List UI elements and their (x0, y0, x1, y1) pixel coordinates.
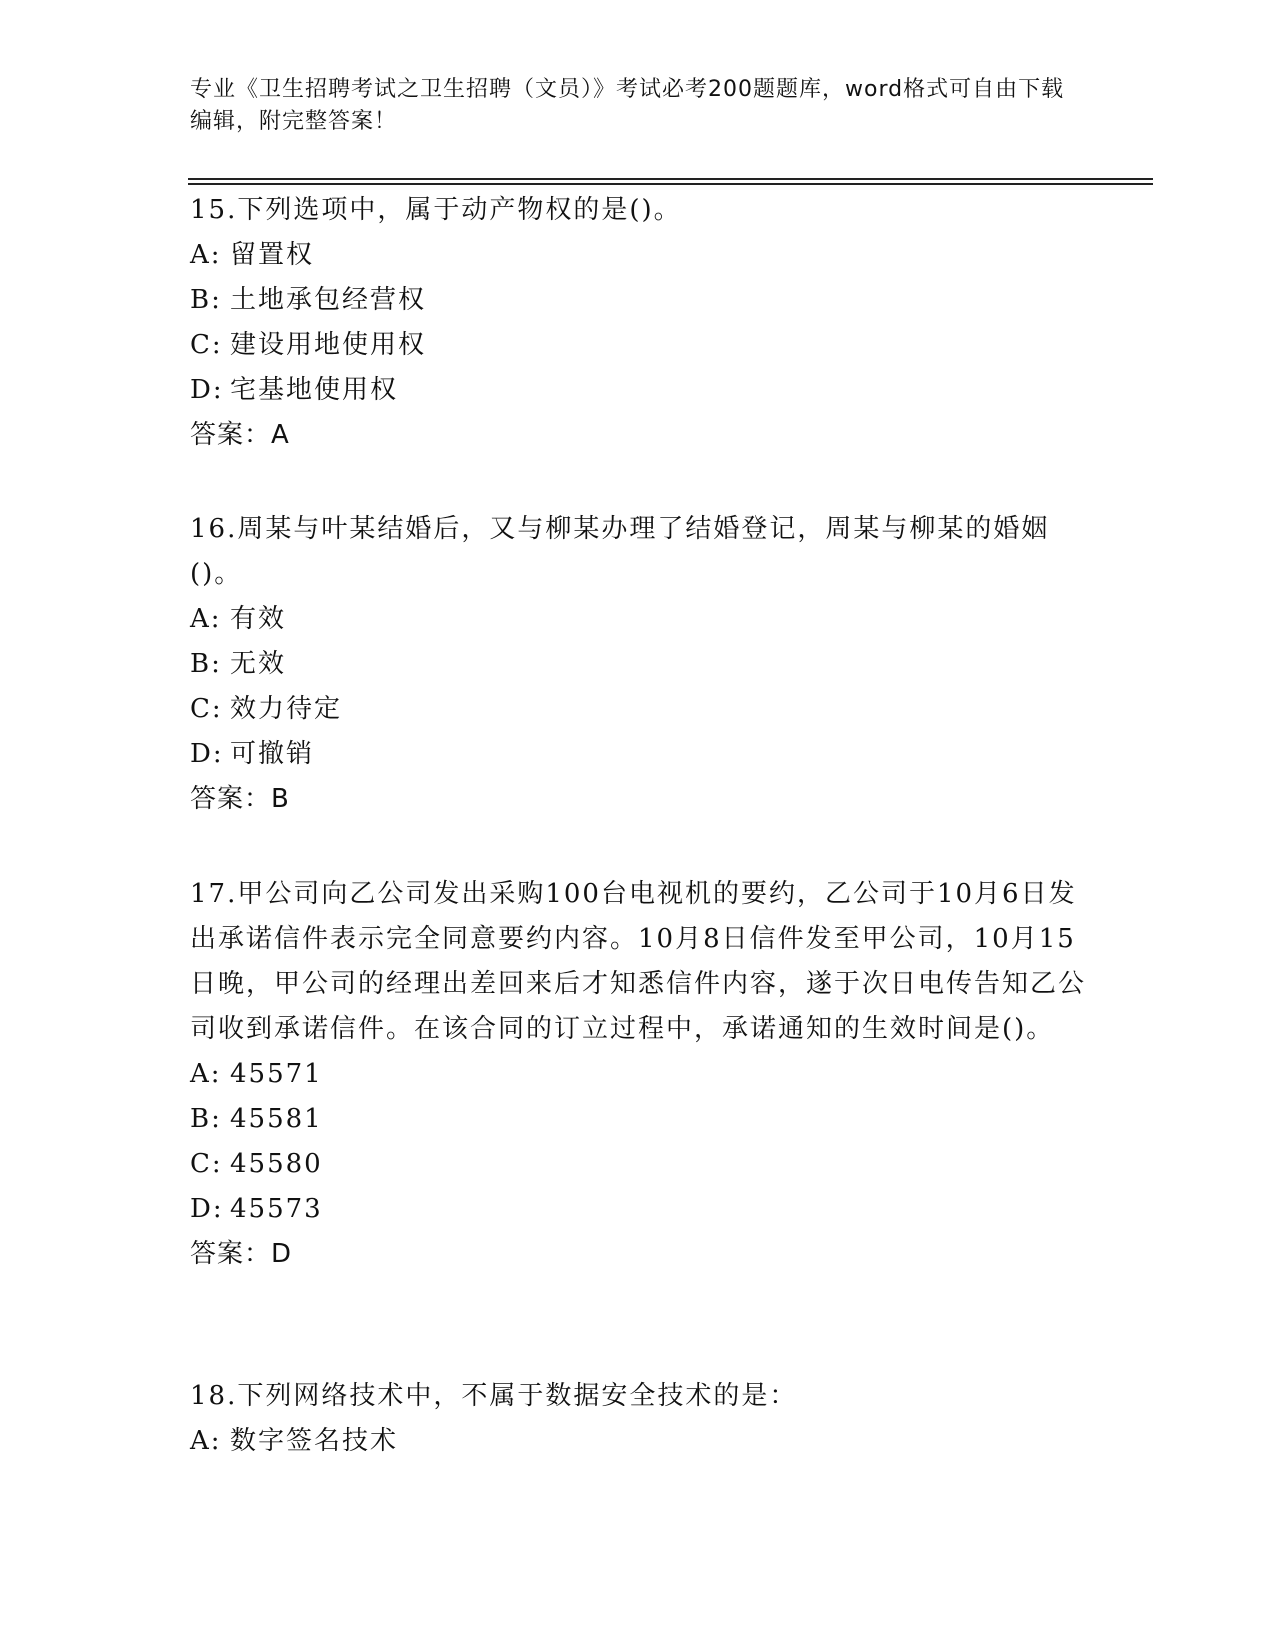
option-text: 无效 (230, 649, 287, 679)
option-text: 有效 (230, 604, 287, 634)
header-divider-bottom (188, 183, 1153, 185)
answer-line: 答案：A (190, 420, 290, 450)
option-c (190, 323, 1090, 368)
option-letter: C: (190, 1149, 223, 1179)
option-letter: A: (190, 1059, 222, 1089)
question-16 (190, 507, 1090, 822)
document-intro: 专业《卫生招聘考试之卫生招聘（文员）》考试必考200题题库，word格式可自由下载编辑，附完整答案！ (190, 77, 1065, 134)
option-d (190, 1187, 1090, 1232)
option-text: 45581 (230, 1104, 323, 1134)
option-a (190, 597, 1090, 642)
answer-line: 答案：D (190, 1239, 293, 1269)
header-divider-top (188, 178, 1153, 180)
question-18 (190, 1374, 1090, 1464)
option-a (190, 233, 1090, 278)
question-stem: 15.下列选项中，属于动产物权的是()。 (190, 195, 682, 225)
question-stem: 17.甲公司向乙公司发出采购100台电视机的要约，乙公司于10月6日发出承诺信件表示完全同意要约内容。10月8日信件发至甲公司，10月15日晚，甲公司的经理出差回来后才知悉信件内容，遂于次日电传告知乙公司收到承诺信件。在该合同的订立过程中，承诺通知的生效时间是()。 (190, 879, 1087, 1044)
question-stem: 18.下列网络技术中，不属于数据安全技术的是： (190, 1381, 798, 1411)
option-b (190, 278, 1090, 323)
option-letter: C: (190, 694, 223, 724)
option-b (190, 1097, 1090, 1142)
option-letter: A: (190, 240, 222, 270)
option-a (190, 1419, 1090, 1464)
option-letter: C: (190, 330, 223, 360)
option-text: 45573 (230, 1194, 323, 1224)
option-text: 可撤销 (230, 739, 315, 769)
option-text: 留置权 (230, 240, 315, 270)
option-letter: D: (190, 1194, 224, 1224)
option-text: 宅基地使用权 (230, 375, 399, 405)
option-a (190, 1052, 1090, 1097)
option-d (190, 732, 1090, 777)
option-text: 土地承包经营权 (230, 285, 427, 315)
option-letter: D: (190, 739, 224, 769)
question-15 (190, 188, 1090, 458)
option-letter: B: (190, 285, 222, 315)
question-stem: 16.周某与叶某结婚后，又与柳某办理了结婚登记，周某与柳某的婚姻()。 (190, 514, 1050, 589)
option-text: 45571 (230, 1059, 323, 1089)
option-d (190, 368, 1090, 413)
option-letter: B: (190, 1104, 222, 1134)
option-c (190, 1142, 1090, 1187)
option-b (190, 642, 1090, 687)
question-17 (190, 872, 1090, 1277)
option-text: 建设用地使用权 (230, 330, 427, 360)
option-letter: D: (190, 375, 224, 405)
option-c (190, 687, 1090, 732)
option-text: 45580 (230, 1149, 323, 1179)
option-letter: A: (190, 1426, 222, 1456)
answer-line: 答案：B (190, 784, 290, 814)
option-letter: B: (190, 649, 222, 679)
option-letter: A: (190, 604, 222, 634)
option-text: 数字签名技术 (230, 1426, 399, 1456)
option-text: 效力待定 (230, 694, 343, 724)
